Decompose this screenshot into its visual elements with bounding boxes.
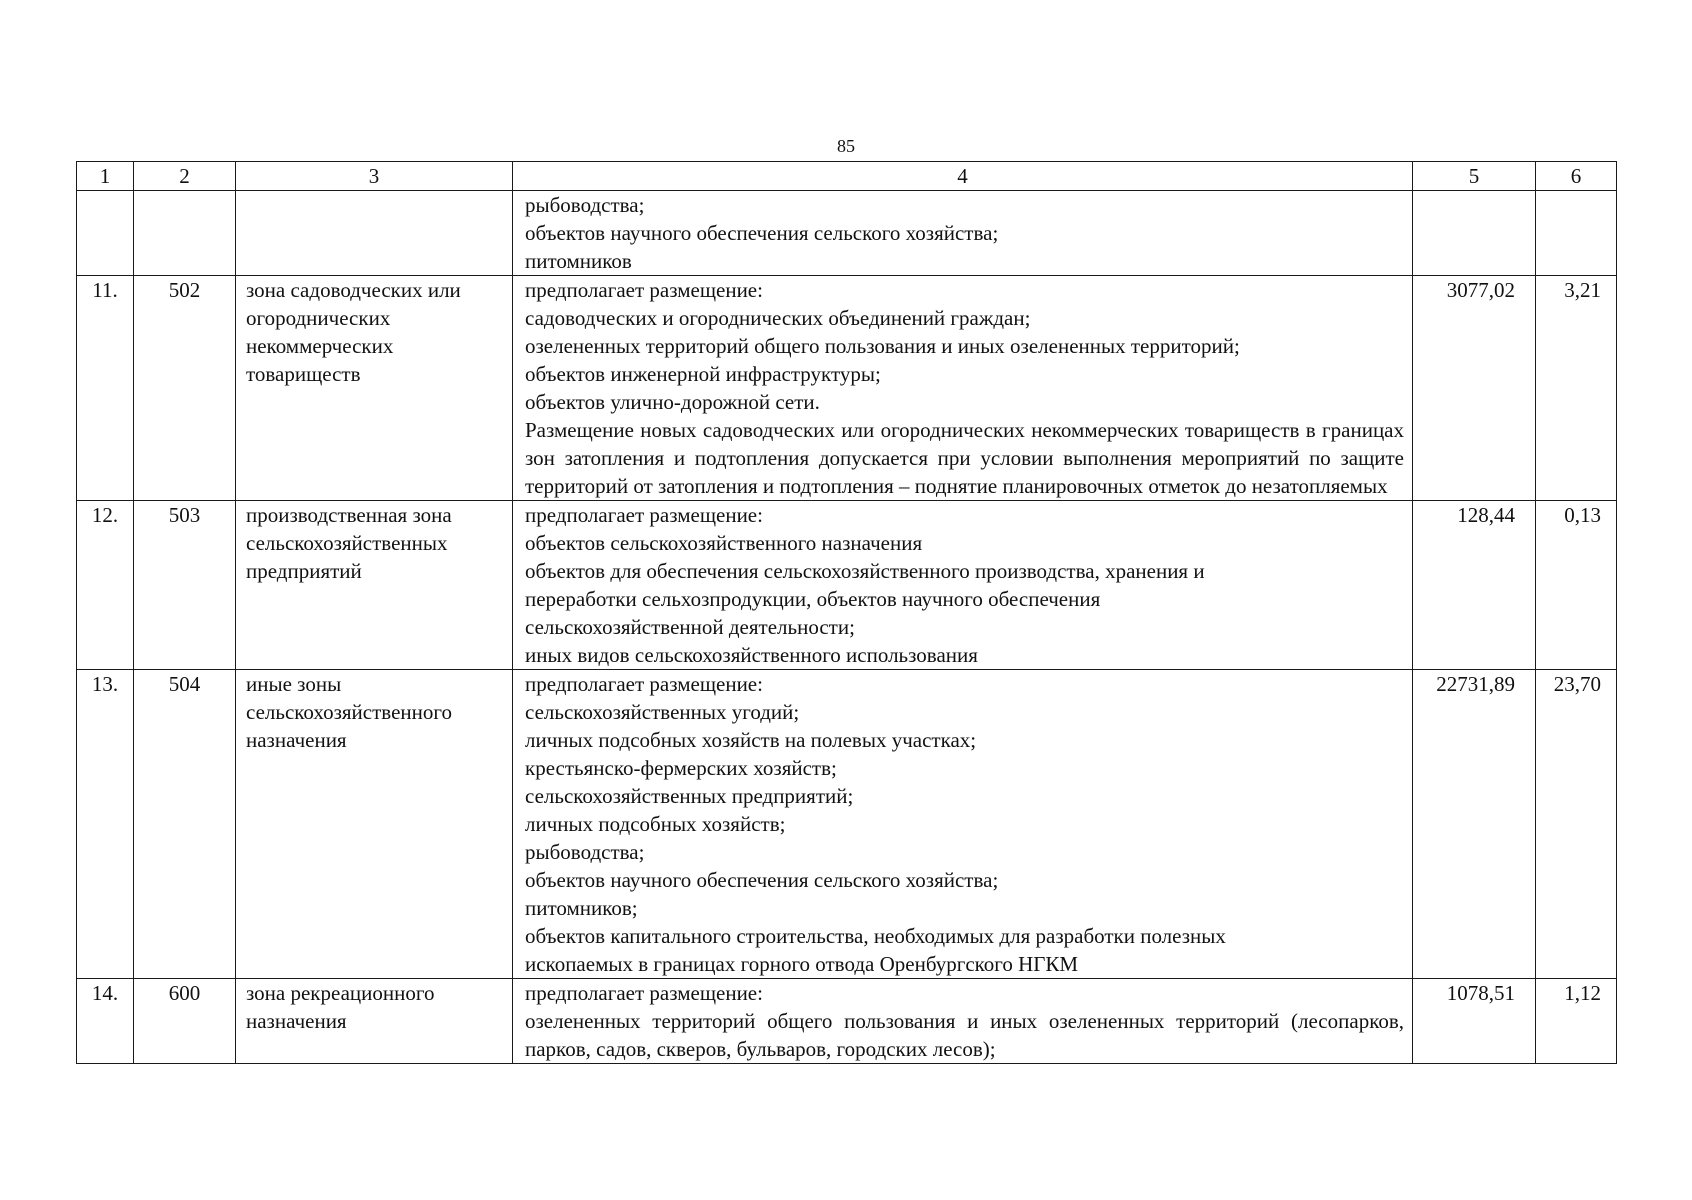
zone-description — [513, 670, 1413, 979]
row-number: 13. — [77, 670, 134, 979]
description-line: крестьянско-фермерских хозяйств; — [525, 756, 837, 780]
description-line: предполагает размещение: — [525, 278, 763, 302]
table-header-row — [77, 162, 1617, 191]
table-row — [77, 276, 1617, 501]
zone-name — [236, 276, 513, 501]
description-line: объектов инженерной инфраструктуры; — [525, 362, 881, 386]
row-number — [77, 191, 134, 276]
description-line: садоводческих и огороднических объединений граждан; — [525, 306, 1031, 330]
zone-name-line: производственная зона — [246, 503, 452, 527]
table-row — [77, 191, 1617, 276]
zone-name-line: зона рекреационного — [246, 981, 435, 1005]
description-line: предполагает размещение: — [525, 672, 763, 696]
zone-name-line: зона садоводческих или — [246, 278, 461, 302]
zone-percent: 23,70 — [1536, 670, 1617, 979]
description-paragraph: Размещение новых садоводческих или огороднических некоммерческих товариществ в границах зон затопления и подтопления допускается при условии выполнения мероприятий по защите территорий от затопления и подтопления – поднятие планировочных отметок до незатопляемых — [525, 418, 1404, 498]
zone-percent: 1,12 — [1536, 979, 1617, 1064]
table-row — [77, 670, 1617, 979]
column-header: 1 — [77, 162, 134, 191]
description-line: предполагает размещение: — [525, 503, 763, 527]
page-number: 85 — [837, 136, 855, 156]
zone-name-line: предприятий — [246, 559, 362, 583]
zone-code — [134, 191, 236, 276]
zone-name-line: огороднических — [246, 306, 391, 330]
zone-percent: 0,13 — [1536, 501, 1617, 670]
column-header: 4 — [513, 162, 1413, 191]
zone-description — [513, 501, 1413, 670]
description-line: переработки сельхозпродукции, объектов научного обеспечения — [525, 587, 1101, 611]
zone-area: 22731,89 — [1413, 670, 1536, 979]
zone-name — [236, 670, 513, 979]
zone-name-line: иные зоны — [246, 672, 342, 696]
zone-code: 504 — [134, 670, 236, 979]
row-number: 11. — [77, 276, 134, 501]
description-line: озелененных территорий общего пользования и иных озелененных территорий; — [525, 334, 1240, 358]
zone-code: 502 — [134, 276, 236, 501]
zone-name-line: назначения — [246, 1009, 347, 1033]
description-line: сельскохозяйственных предприятий; — [525, 784, 854, 808]
description-line: объектов научного обеспечения сельского хозяйства; — [525, 868, 999, 892]
description-line: ископаемых в границах горного отвода Оренбургского НГКМ — [525, 952, 1079, 976]
zone-area: 3077,02 — [1413, 276, 1536, 501]
description-line: иных видов сельскохозяйственного использования — [525, 643, 978, 667]
description-line: личных подсобных хозяйств на полевых участках; — [525, 728, 977, 752]
column-header: 3 — [236, 162, 513, 191]
zone-code: 503 — [134, 501, 236, 670]
row-number: 14. — [77, 979, 134, 1064]
row-number: 12. — [77, 501, 134, 670]
description-line: рыбоводства; — [525, 193, 645, 217]
description-line: сельскохозяйственных угодий; — [525, 700, 800, 724]
column-header: 2 — [134, 162, 236, 191]
description-line: питомников; — [525, 896, 638, 920]
zone-description — [513, 276, 1413, 501]
description-line: сельскохозяйственной деятельности; — [525, 615, 855, 639]
zone-percent: 3,21 — [1536, 276, 1617, 501]
description-line: объектов улично-дорожной сети. — [525, 390, 820, 414]
description-line: личных подсобных хозяйств; — [525, 812, 786, 836]
zone-area: 1078,51 — [1413, 979, 1536, 1064]
zone-code: 600 — [134, 979, 236, 1064]
column-header: 6 — [1536, 162, 1617, 191]
description-line: предполагает размещение: — [525, 981, 763, 1005]
zone-percent — [1536, 191, 1617, 276]
description-line: объектов для обеспечения сельскохозяйственного производства, хранения и — [525, 559, 1205, 583]
zone-description — [513, 191, 1413, 276]
zone-name-line: сельскохозяйственных — [246, 531, 448, 555]
description-line: объектов сельскохозяйственного назначения — [525, 531, 923, 555]
description-line: объектов капитального строительства, необходимых для разработки полезных — [525, 924, 1226, 948]
column-header: 5 — [1413, 162, 1536, 191]
zone-name — [236, 979, 513, 1064]
zone-name-line: некоммерческих — [246, 334, 394, 358]
zones-table — [76, 161, 1617, 1064]
zone-name-line: назначения — [246, 728, 347, 752]
description-paragraph: озелененных территорий общего пользования и иных озелененных территорий (лесопарков, парков, садов, скверов, бульваров, городских лесов); — [525, 1009, 1404, 1061]
description-line: рыбоводства; — [525, 840, 645, 864]
table-row — [77, 501, 1617, 670]
description-line: питомников — [525, 249, 632, 273]
zone-name — [236, 191, 513, 276]
table-row — [77, 979, 1617, 1064]
zone-area: 128,44 — [1413, 501, 1536, 670]
description-line: объектов научного обеспечения сельского хозяйства; — [525, 221, 999, 245]
zone-name-line: товариществ — [246, 362, 361, 386]
zone-area — [1413, 191, 1536, 276]
zone-name — [236, 501, 513, 670]
zone-description — [513, 979, 1413, 1064]
zone-name-line: сельскохозяйственного — [246, 700, 452, 724]
